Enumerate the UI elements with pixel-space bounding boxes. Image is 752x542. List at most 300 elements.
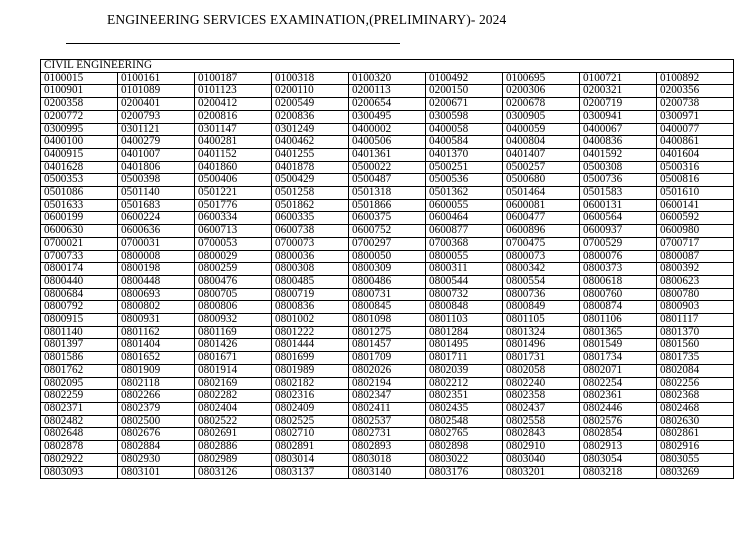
roll-number-cell: 0700529 xyxy=(580,237,657,250)
roll-number-cell: 0500022 xyxy=(349,161,426,174)
table-row xyxy=(41,428,734,441)
roll-number-cell: 0800073 xyxy=(503,250,580,263)
roll-number-cell: 0501862 xyxy=(272,199,349,212)
roll-number-cell: 0600375 xyxy=(349,212,426,225)
roll-number-cell: 0802910 xyxy=(503,441,580,454)
roll-number-cell: 0800554 xyxy=(503,275,580,288)
roll-number-cell: 0803014 xyxy=(272,453,349,466)
roll-number-cell: 0800373 xyxy=(580,263,657,276)
roll-number-cell: 0700733 xyxy=(41,250,118,263)
roll-number-cell: 0401628 xyxy=(41,161,118,174)
table-row xyxy=(41,288,734,301)
roll-number-cell: 0802878 xyxy=(41,441,118,454)
roll-number-cell: 0801140 xyxy=(41,326,118,339)
table-row xyxy=(41,301,734,314)
roll-number-cell: 0801404 xyxy=(118,339,195,352)
table-row xyxy=(41,72,734,85)
roll-number-cell: 0803022 xyxy=(426,453,503,466)
roll-number-cell: 0501610 xyxy=(657,187,734,200)
roll-number-cell: 0200113 xyxy=(349,85,426,98)
roll-number-cell: 0600877 xyxy=(426,225,503,238)
roll-number-cell: 0600636 xyxy=(118,225,195,238)
roll-number-cell: 0200412 xyxy=(195,98,272,111)
roll-number-cell: 0802316 xyxy=(272,390,349,403)
roll-number-cell: 0802854 xyxy=(580,428,657,441)
section-header-row xyxy=(41,60,734,73)
roll-number-cell: 0802676 xyxy=(118,428,195,441)
roll-number-cell: 0200110 xyxy=(272,85,349,98)
roll-number-cell: 0401370 xyxy=(426,148,503,161)
roll-number-cell: 0800705 xyxy=(195,288,272,301)
table-row xyxy=(41,314,734,327)
roll-number-list xyxy=(41,72,734,479)
roll-number-cell: 0801989 xyxy=(272,364,349,377)
roll-number-cell: 0800392 xyxy=(657,263,734,276)
table-row xyxy=(41,212,734,225)
roll-number-cell: 0802843 xyxy=(503,428,580,441)
roll-number-cell: 0400100 xyxy=(41,136,118,149)
roll-number-cell: 0802576 xyxy=(580,415,657,428)
roll-number-cell: 0301147 xyxy=(195,123,272,136)
roll-number-cell: 0803201 xyxy=(503,466,580,479)
roll-number-cell: 0801731 xyxy=(503,352,580,365)
roll-number-cell: 0802169 xyxy=(195,377,272,390)
table-row xyxy=(41,466,734,479)
roll-number-cell: 0800932 xyxy=(195,314,272,327)
roll-number-cell: 0200738 xyxy=(657,98,734,111)
roll-number-cell: 0500251 xyxy=(426,161,503,174)
roll-number-cell: 0500308 xyxy=(580,161,657,174)
roll-number-cell: 0200356 xyxy=(657,85,734,98)
roll-number-cell: 0800309 xyxy=(349,263,426,276)
roll-number-cell: 0801496 xyxy=(503,339,580,352)
roll-number-cell: 0801762 xyxy=(41,364,118,377)
page-title: ENGINEERING SERVICES EXAMINATION,(PRELIMINARY)- 2024 xyxy=(107,12,507,27)
roll-number-cell: 0800736 xyxy=(503,288,580,301)
roll-number-cell: 0600713 xyxy=(195,225,272,238)
roll-number-cell: 0801711 xyxy=(426,352,503,365)
roll-number-cell: 0800915 xyxy=(41,314,118,327)
roll-number-cell: 0801222 xyxy=(272,326,349,339)
roll-number-cell: 0100015 xyxy=(41,72,118,85)
title-underline xyxy=(66,43,400,44)
roll-number-cell: 0400067 xyxy=(580,123,657,136)
roll-number-cell: 0600896 xyxy=(503,225,580,238)
roll-number-cell: 0501140 xyxy=(118,187,195,200)
table-row xyxy=(41,263,734,276)
roll-number-cell: 0802548 xyxy=(426,415,503,428)
roll-number-cell: 0200719 xyxy=(580,98,657,111)
roll-number-cell: 0801457 xyxy=(349,339,426,352)
roll-number-cell: 0400077 xyxy=(657,123,734,136)
roll-number-cell: 0802411 xyxy=(349,402,426,415)
roll-number-cell: 0500536 xyxy=(426,174,503,187)
roll-number-cell: 0801735 xyxy=(657,352,734,365)
roll-number-cell: 0802691 xyxy=(195,428,272,441)
roll-number-cell: 0400804 xyxy=(503,136,580,149)
roll-number-cell: 0800485 xyxy=(272,275,349,288)
table-row xyxy=(41,85,734,98)
roll-number-cell: 0501464 xyxy=(503,187,580,200)
roll-number-cell: 0800792 xyxy=(41,301,118,314)
table-row xyxy=(41,364,734,377)
roll-number-cell: 0802482 xyxy=(41,415,118,428)
roll-number-cell: 0803140 xyxy=(349,466,426,479)
table-row xyxy=(41,199,734,212)
roll-number-cell: 0802731 xyxy=(349,428,426,441)
roll-number-cell: 0800198 xyxy=(118,263,195,276)
roll-number-cell: 0100721 xyxy=(580,72,657,85)
roll-number-cell: 0600224 xyxy=(118,212,195,225)
roll-number-cell: 0500316 xyxy=(657,161,734,174)
roll-number-cell: 0801586 xyxy=(41,352,118,365)
roll-number-cell: 0803137 xyxy=(272,466,349,479)
table-row xyxy=(41,352,734,365)
roll-number-cell: 0800836 xyxy=(272,301,349,314)
roll-number-cell: 0600592 xyxy=(657,212,734,225)
roll-number-cell: 0200654 xyxy=(349,98,426,111)
roll-number-cell: 0800486 xyxy=(349,275,426,288)
roll-number-cell: 0401255 xyxy=(272,148,349,161)
roll-number-cell: 0200772 xyxy=(41,110,118,123)
roll-number-cell: 0600335 xyxy=(272,212,349,225)
roll-number-cell: 0803176 xyxy=(426,466,503,479)
roll-number-cell: 0100492 xyxy=(426,72,503,85)
table-row xyxy=(41,441,734,454)
roll-number-cell: 0800806 xyxy=(195,301,272,314)
roll-number-cell: 0803269 xyxy=(657,466,734,479)
roll-number-cell: 0101123 xyxy=(195,85,272,98)
table-row xyxy=(41,377,734,390)
roll-number-cell: 0802468 xyxy=(657,402,734,415)
roll-number-cell: 0802194 xyxy=(349,377,426,390)
roll-number-cell: 0801652 xyxy=(118,352,195,365)
roll-number-cell: 0801914 xyxy=(195,364,272,377)
roll-number-cell: 0501318 xyxy=(349,187,426,200)
roll-number-cell: 0802347 xyxy=(349,390,426,403)
roll-number-cell: 0802648 xyxy=(41,428,118,441)
table-row xyxy=(41,326,734,339)
roll-number-cell: 0800008 xyxy=(118,250,195,263)
roll-number-cell: 0600081 xyxy=(503,199,580,212)
roll-number-cell: 0800087 xyxy=(657,250,734,263)
roll-number-cell: 0700475 xyxy=(503,237,580,250)
roll-number-cell: 0801106 xyxy=(580,314,657,327)
table-row xyxy=(41,250,734,263)
roll-number-cell: 0801284 xyxy=(426,326,503,339)
roll-number-cell: 0501683 xyxy=(118,199,195,212)
roll-number-cell: 0800731 xyxy=(349,288,426,301)
roll-number-cell: 0700717 xyxy=(657,237,734,250)
roll-number-cell: 0800849 xyxy=(503,301,580,314)
roll-number-cell: 0501583 xyxy=(580,187,657,200)
roll-number-cell: 0802084 xyxy=(657,364,734,377)
roll-number-cell: 0801324 xyxy=(503,326,580,339)
roll-number-cell: 0300995 xyxy=(41,123,118,136)
roll-number-cell: 0802282 xyxy=(195,390,272,403)
table-row xyxy=(41,402,734,415)
roll-number-cell: 0200549 xyxy=(272,98,349,111)
roll-number-cell: 0800802 xyxy=(118,301,195,314)
roll-number-cell: 0802558 xyxy=(503,415,580,428)
roll-number-cell: 0803101 xyxy=(118,466,195,479)
roll-number-cell: 0500257 xyxy=(503,161,580,174)
roll-number-cell: 0802884 xyxy=(118,441,195,454)
table-row xyxy=(41,225,734,238)
table-row xyxy=(41,161,734,174)
roll-number-cell: 0802435 xyxy=(426,402,503,415)
table-row xyxy=(41,237,734,250)
roll-number-cell: 0400462 xyxy=(272,136,349,149)
roll-number-cell: 0802765 xyxy=(426,428,503,441)
roll-number-cell: 0700053 xyxy=(195,237,272,250)
roll-number-cell: 0400279 xyxy=(118,136,195,149)
roll-number-cell: 0400584 xyxy=(426,136,503,149)
roll-number-cell: 0801560 xyxy=(657,339,734,352)
roll-number-cell: 0200150 xyxy=(426,85,503,98)
roll-number-cell: 0401604 xyxy=(657,148,734,161)
roll-number-cell: 0802989 xyxy=(195,453,272,466)
roll-number-cell: 0600141 xyxy=(657,199,734,212)
roll-number-cell: 0802256 xyxy=(657,377,734,390)
roll-number-cell: 0300941 xyxy=(580,110,657,123)
roll-number-cell: 0802710 xyxy=(272,428,349,441)
roll-number-cell: 0501866 xyxy=(349,199,426,212)
roll-number-cell: 0500406 xyxy=(195,174,272,187)
roll-number-cell: 0501362 xyxy=(426,187,503,200)
roll-number-cell: 0801549 xyxy=(580,339,657,352)
table-row xyxy=(41,98,734,111)
roll-number-cell: 0400002 xyxy=(349,123,426,136)
table-row xyxy=(41,339,734,352)
table-row xyxy=(41,390,734,403)
roll-number-cell: 0802118 xyxy=(118,377,195,390)
roll-number-cell: 0400836 xyxy=(580,136,657,149)
roll-number-cell: 0801098 xyxy=(349,314,426,327)
roll-number-cell: 0600477 xyxy=(503,212,580,225)
roll-number-cell: 0700073 xyxy=(272,237,349,250)
roll-number-cell: 0800719 xyxy=(272,288,349,301)
roll-number-cell: 0200671 xyxy=(426,98,503,111)
roll-number-cell: 0802630 xyxy=(657,415,734,428)
roll-number-cell: 0100892 xyxy=(657,72,734,85)
roll-number-cell: 0802039 xyxy=(426,364,503,377)
roll-number-cell: 0802861 xyxy=(657,428,734,441)
roll-number-cell: 0800311 xyxy=(426,263,503,276)
roll-number-cell: 0401407 xyxy=(503,148,580,161)
roll-number-cell: 0802212 xyxy=(426,377,503,390)
roll-number-cell: 0802409 xyxy=(272,402,349,415)
roll-number-cell: 0801426 xyxy=(195,339,272,352)
table-row xyxy=(41,275,734,288)
roll-number-cell: 0300495 xyxy=(349,110,426,123)
roll-number-cell: 0400059 xyxy=(503,123,580,136)
roll-number-cell: 0800440 xyxy=(41,275,118,288)
roll-number-cell: 0801671 xyxy=(195,352,272,365)
roll-number-cell: 0803018 xyxy=(349,453,426,466)
roll-number-cell: 0600131 xyxy=(580,199,657,212)
roll-number-cell: 0500680 xyxy=(503,174,580,187)
roll-number-cell: 0802446 xyxy=(580,402,657,415)
roll-number-cell: 0100187 xyxy=(195,72,272,85)
roll-number-cell: 0802095 xyxy=(41,377,118,390)
roll-number-cell: 0501258 xyxy=(272,187,349,200)
roll-number-cell: 0200358 xyxy=(41,98,118,111)
roll-number-cell: 0802182 xyxy=(272,377,349,390)
roll-number-cell: 0100318 xyxy=(272,72,349,85)
roll-number-cell: 0802913 xyxy=(580,441,657,454)
roll-number-cell: 0600738 xyxy=(272,225,349,238)
roll-number-cell: 0301121 xyxy=(118,123,195,136)
roll-number-cell: 0300905 xyxy=(503,110,580,123)
roll-number-cell: 0500429 xyxy=(272,174,349,187)
roll-number-cell: 0400281 xyxy=(195,136,272,149)
roll-number-cell: 0600055 xyxy=(426,199,503,212)
roll-number-cell: 0600564 xyxy=(580,212,657,225)
roll-number-cell: 0800076 xyxy=(580,250,657,263)
roll-number-cell: 0700031 xyxy=(118,237,195,250)
roll-number-cell: 0802522 xyxy=(195,415,272,428)
roll-number-cell: 0801162 xyxy=(118,326,195,339)
roll-number-cell: 0401152 xyxy=(195,148,272,161)
roll-number-cell: 0500816 xyxy=(657,174,734,187)
section-heading: CIVIL ENGINEERING xyxy=(41,60,734,73)
roll-number-cell: 0800845 xyxy=(349,301,426,314)
roll-number-cell: 0802500 xyxy=(118,415,195,428)
roll-number-cell: 0800732 xyxy=(426,288,503,301)
roll-number-cell: 0800259 xyxy=(195,263,272,276)
roll-number-cell: 0800476 xyxy=(195,275,272,288)
roll-number-cell: 0801365 xyxy=(580,326,657,339)
roll-number-cell: 0501633 xyxy=(41,199,118,212)
roll-number-cell: 0800693 xyxy=(118,288,195,301)
roll-number-cell: 0803218 xyxy=(580,466,657,479)
roll-number-cell: 0500353 xyxy=(41,174,118,187)
roll-number-cell: 0802351 xyxy=(426,390,503,403)
roll-number-cell: 0803093 xyxy=(41,466,118,479)
roll-number-cell: 0800618 xyxy=(580,275,657,288)
roll-number-cell: 0401007 xyxy=(118,148,195,161)
roll-number-cell: 0802922 xyxy=(41,453,118,466)
roll-number-cell: 0800931 xyxy=(118,314,195,327)
table-row xyxy=(41,110,734,123)
roll-number-cell: 0400506 xyxy=(349,136,426,149)
roll-number-cell: 0802266 xyxy=(118,390,195,403)
roll-number-cell: 0802026 xyxy=(349,364,426,377)
roll-number-cell: 0400861 xyxy=(657,136,734,149)
roll-number-cell: 0802898 xyxy=(426,441,503,454)
roll-number-cell: 0802886 xyxy=(195,441,272,454)
roll-number-cell: 0101089 xyxy=(118,85,195,98)
roll-number-cell: 0800342 xyxy=(503,263,580,276)
roll-number-cell: 0801909 xyxy=(118,364,195,377)
roll-number-cell: 0802437 xyxy=(503,402,580,415)
roll-number-cell: 0200793 xyxy=(118,110,195,123)
roll-number-cell: 0802358 xyxy=(503,390,580,403)
roll-number-cell: 0700368 xyxy=(426,237,503,250)
roll-number-cell: 0800760 xyxy=(580,288,657,301)
roll-number-cell: 0600752 xyxy=(349,225,426,238)
roll-number-cell: 0401878 xyxy=(272,161,349,174)
roll-number-cell: 0802893 xyxy=(349,441,426,454)
roll-number-cell: 0801275 xyxy=(349,326,426,339)
roll-number-cell: 0600334 xyxy=(195,212,272,225)
roll-number-cell: 0801444 xyxy=(272,339,349,352)
roll-number-cell: 0802404 xyxy=(195,402,272,415)
roll-number-cell: 0800050 xyxy=(349,250,426,263)
table-row xyxy=(41,187,734,200)
roll-number-cell: 0600199 xyxy=(41,212,118,225)
roll-number-cell: 0500398 xyxy=(118,174,195,187)
roll-number-cell: 0802071 xyxy=(580,364,657,377)
roll-number-cell: 0800029 xyxy=(195,250,272,263)
roll-number-cell: 0800780 xyxy=(657,288,734,301)
roll-number-cell: 0801002 xyxy=(272,314,349,327)
roll-number-cell: 0200401 xyxy=(118,98,195,111)
roll-number-cell: 0501086 xyxy=(41,187,118,200)
roll-number-cell: 0802259 xyxy=(41,390,118,403)
roll-number-cell: 0600464 xyxy=(426,212,503,225)
roll-number-cell: 0500736 xyxy=(580,174,657,187)
roll-number-cell: 0500487 xyxy=(349,174,426,187)
roll-number-cell: 0800848 xyxy=(426,301,503,314)
roll-number-cell: 0801370 xyxy=(657,326,734,339)
roll-number-cell: 0802058 xyxy=(503,364,580,377)
roll-number-cell: 0300598 xyxy=(426,110,503,123)
table-row xyxy=(41,136,734,149)
roll-number-cell: 0700297 xyxy=(349,237,426,250)
roll-number-cell: 0802240 xyxy=(503,377,580,390)
roll-number-cell: 0200678 xyxy=(503,98,580,111)
table-row xyxy=(41,148,734,161)
roll-number-cell: 0400915 xyxy=(41,148,118,161)
roll-number-cell: 0802525 xyxy=(272,415,349,428)
roll-number-cell: 0100695 xyxy=(503,72,580,85)
roll-number-cell: 0802930 xyxy=(118,453,195,466)
roll-number-cell: 0802368 xyxy=(657,390,734,403)
roll-number-cell: 0401361 xyxy=(349,148,426,161)
roll-number-cell: 0200836 xyxy=(272,110,349,123)
roll-number-cell: 0400058 xyxy=(426,123,503,136)
roll-number-cell: 0800544 xyxy=(426,275,503,288)
roll-number-cell: 0600937 xyxy=(580,225,657,238)
roll-number-cell: 0800036 xyxy=(272,250,349,263)
roll-number-cell: 0802379 xyxy=(118,402,195,415)
roll-number-cell: 0803126 xyxy=(195,466,272,479)
table-row xyxy=(41,415,734,428)
roll-number-cell: 0800623 xyxy=(657,275,734,288)
roll-number-cell: 0800684 xyxy=(41,288,118,301)
roll-number-cell: 0800903 xyxy=(657,301,734,314)
roll-number-cell: 0300971 xyxy=(657,110,734,123)
roll-number-cell: 0200816 xyxy=(195,110,272,123)
results-table xyxy=(40,59,734,479)
roll-number-cell: 0800055 xyxy=(426,250,503,263)
roll-number-cell: 0801495 xyxy=(426,339,503,352)
table-row xyxy=(41,453,734,466)
roll-number-cell: 0802537 xyxy=(349,415,426,428)
table-row xyxy=(41,123,734,136)
roll-number-cell: 0401592 xyxy=(580,148,657,161)
roll-number-cell: 0501776 xyxy=(195,199,272,212)
roll-number-cell: 0802254 xyxy=(580,377,657,390)
roll-number-cell: 0802916 xyxy=(657,441,734,454)
roll-number-cell: 0800308 xyxy=(272,263,349,276)
roll-number-cell: 0301249 xyxy=(272,123,349,136)
roll-number-cell: 0803055 xyxy=(657,453,734,466)
roll-number-cell: 0600980 xyxy=(657,225,734,238)
roll-number-cell: 0800448 xyxy=(118,275,195,288)
